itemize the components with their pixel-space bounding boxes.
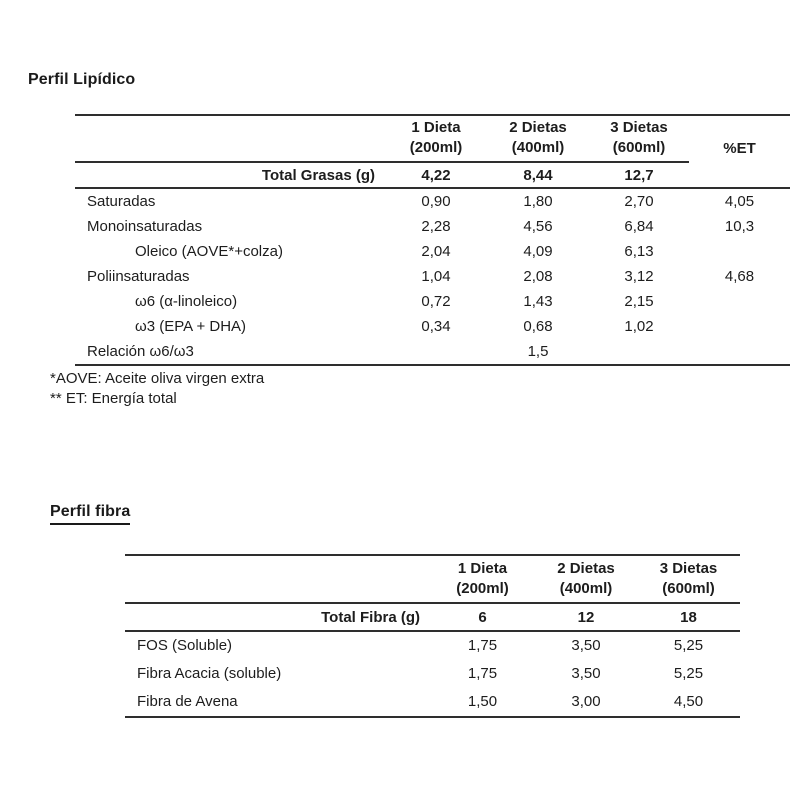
value-cell: 0,90 — [421, 193, 451, 210]
table-row-monoinsaturadas — [75, 214, 790, 239]
table-row-poliinsaturadas — [75, 264, 790, 289]
col-header-line1: 3 Dietas — [659, 560, 718, 577]
total-grasas-row — [75, 163, 790, 189]
value-cell — [689, 289, 790, 314]
value-cell: 4,22 — [385, 163, 487, 189]
row-label: Total Fibra (g) — [125, 604, 430, 632]
row-label: Fibra Acacia (soluble) — [137, 665, 282, 682]
table-row-omega6 — [75, 289, 790, 314]
table-row-fibra-avena — [125, 688, 740, 716]
lipid-header-row — [75, 116, 790, 163]
row-label: Fibra de Avena — [137, 693, 238, 710]
value-cell: 5,25 — [673, 665, 704, 682]
value-cell: 18 — [637, 604, 740, 632]
footnotes — [50, 369, 264, 409]
fiber-profile-title: Perfil fibra — [50, 503, 130, 525]
table-row-fibra-acacia — [125, 660, 740, 688]
row-label: ω6 (α-linoleico) — [135, 293, 238, 310]
value-cell: 1,75 — [467, 665, 498, 682]
row-label: ω3 (EPA + DHA) — [135, 318, 247, 335]
value-cell: 5,25 — [673, 637, 704, 654]
col-header-3-dietas — [589, 116, 689, 163]
col-header-line2: (200ml) — [456, 580, 509, 597]
row-label: Total Grasas (g) — [75, 163, 385, 189]
value-cell: 4,09 — [523, 243, 553, 260]
value-cell: 6,84 — [624, 218, 654, 235]
value-cell: 1,75 — [467, 637, 498, 654]
col-header-3-dietas — [637, 556, 740, 604]
value-cell — [589, 339, 689, 364]
row-label: FOS (Soluble) — [137, 637, 233, 654]
value-cell: 4,68 — [724, 268, 755, 285]
value-cell: 1,80 — [523, 193, 553, 210]
value-cell: 3,50 — [571, 637, 601, 654]
row-label: Monoinsaturadas — [87, 218, 203, 235]
value-cell: 2,08 — [523, 268, 553, 285]
fiber-table — [125, 554, 740, 718]
row-label: Poliinsaturadas — [87, 268, 190, 285]
value-cell: 1,5 — [527, 343, 549, 360]
header-spacer-cell — [125, 556, 430, 604]
et-header-label: %ET — [723, 140, 756, 157]
value-cell: 6,13 — [624, 243, 654, 260]
value-cell — [689, 163, 790, 189]
value-cell: 12 — [535, 604, 637, 632]
col-header-line2: (400ml) — [511, 139, 565, 156]
table-row-saturadas — [75, 189, 790, 214]
value-cell: 8,44 — [487, 163, 589, 189]
value-cell: 4,50 — [673, 693, 704, 710]
value-cell: 1,04 — [421, 268, 451, 285]
col-header-line1: 3 Dietas — [610, 119, 668, 136]
value-cell: 1,50 — [467, 693, 498, 710]
fiber-header-row — [125, 556, 740, 604]
value-cell: 1,02 — [624, 318, 654, 335]
col-header-1-dieta — [385, 116, 487, 163]
value-cell: 2,04 — [421, 243, 451, 260]
row-label: Oleico (AOVE*+colza) — [135, 243, 283, 260]
value-cell — [689, 314, 790, 339]
col-header-2-dietas — [487, 116, 589, 163]
value-cell: 2,15 — [624, 293, 654, 310]
total-fibra-row — [125, 604, 740, 632]
col-header-1-dieta — [430, 556, 535, 604]
table-row-fos — [125, 632, 740, 660]
value-cell: 6 — [430, 604, 535, 632]
value-cell — [385, 339, 487, 364]
value-cell: 12,7 — [589, 163, 689, 189]
col-header-line2: (600ml) — [612, 139, 666, 156]
value-cell — [689, 239, 790, 264]
lipid-profile-title: Perfil Lipídico — [28, 71, 136, 88]
col-header-line1: 1 Dieta — [457, 560, 508, 577]
col-header-line1: 2 Dietas — [557, 560, 615, 577]
value-cell: 3,50 — [571, 665, 601, 682]
value-cell: 10,3 — [724, 218, 755, 235]
col-header-2-dietas — [535, 556, 637, 604]
row-label: Saturadas — [87, 193, 156, 210]
value-cell: 0,34 — [421, 318, 451, 335]
value-cell: 2,70 — [624, 193, 654, 210]
value-cell: 1,43 — [523, 293, 553, 310]
header-spacer-cell — [75, 116, 385, 163]
value-cell: 2,28 — [421, 218, 451, 235]
col-header-line2: (600ml) — [662, 580, 715, 597]
value-cell: 3,12 — [624, 268, 654, 285]
col-header-line2: (400ml) — [559, 580, 613, 597]
value-cell: 4,56 — [523, 218, 553, 235]
value-cell: 3,00 — [571, 693, 601, 710]
footnote-aove: *AOVE: Aceite oliva virgen extra — [50, 370, 265, 387]
row-label: Relación ω6/ω3 — [87, 343, 194, 360]
table-row-relacion-omega — [75, 339, 790, 364]
col-header-percent-et — [689, 116, 790, 163]
col-header-line1: 1 Dieta — [411, 119, 461, 136]
value-cell — [689, 339, 790, 364]
lipid-table — [75, 114, 790, 366]
value-cell: 0,72 — [421, 293, 451, 310]
table-row-omega3 — [75, 314, 790, 339]
col-header-line1: 2 Dietas — [509, 119, 567, 136]
value-cell: 4,05 — [724, 193, 755, 210]
footnote-et: ** ET: Energía total — [50, 390, 177, 407]
table-row-oleico — [75, 239, 790, 264]
col-header-line2: (200ml) — [409, 139, 463, 156]
value-cell: 0,68 — [523, 318, 553, 335]
